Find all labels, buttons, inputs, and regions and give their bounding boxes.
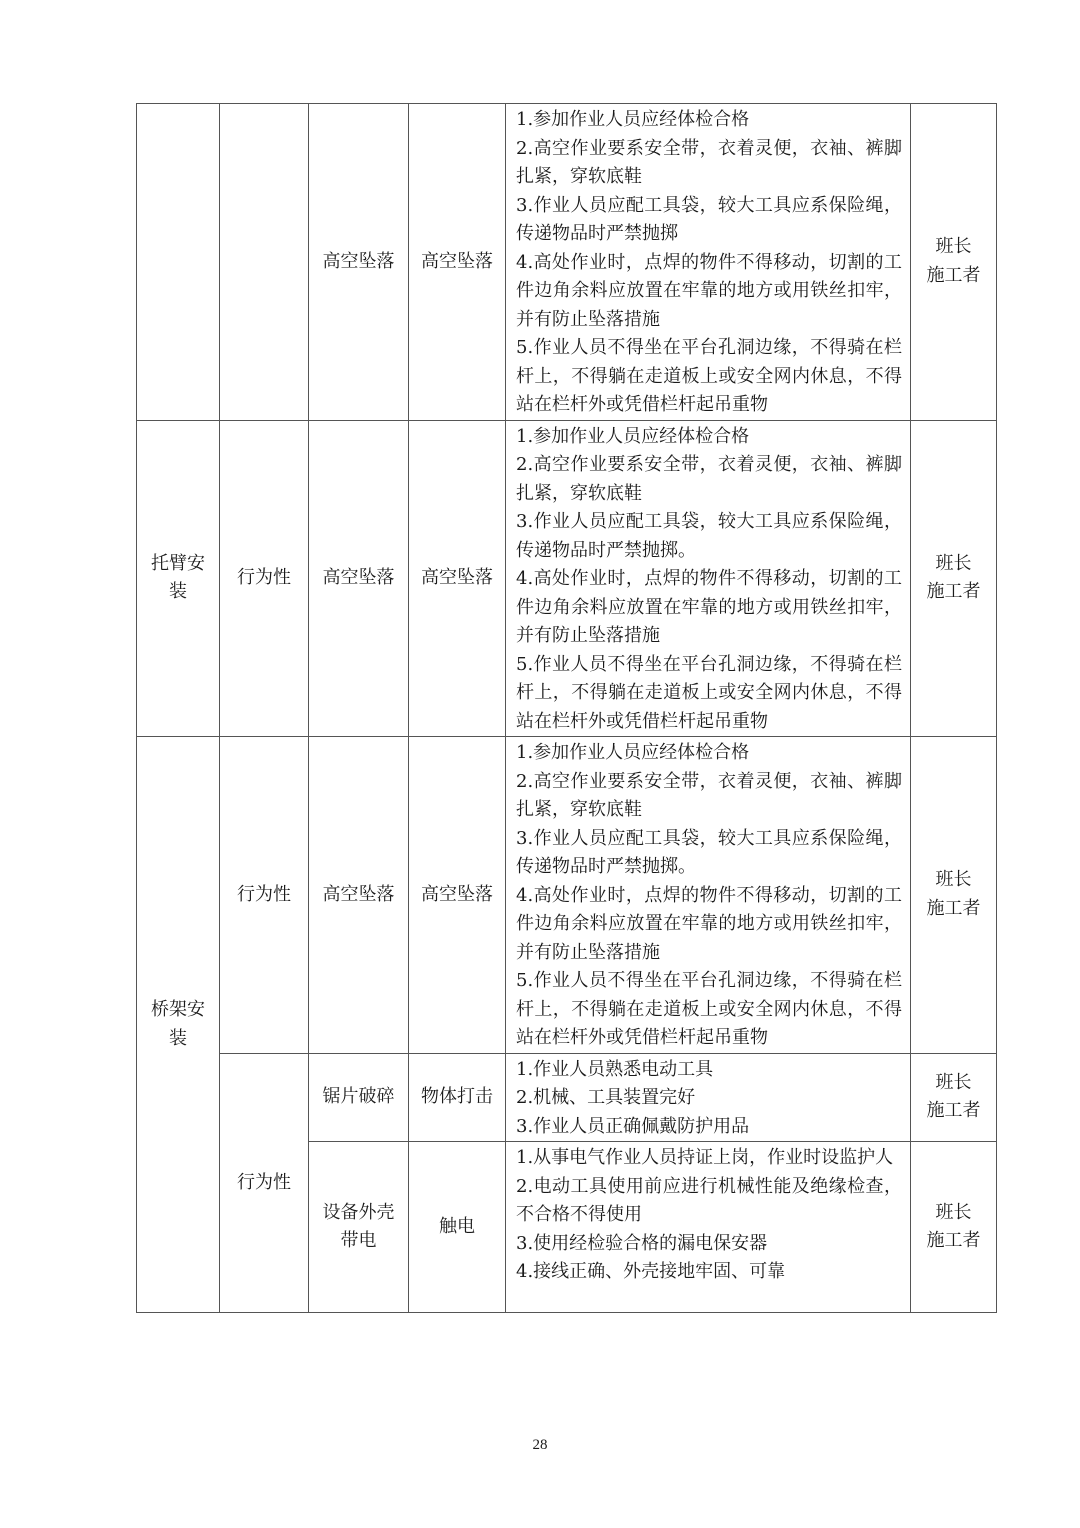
hazard-cell — [309, 1142, 409, 1313]
responsible-cell — [911, 1053, 997, 1142]
measures-cell — [506, 1142, 911, 1313]
measure-item: 5.作业人员不得坐在平台孔洞边缘，不得骑在栏杆上，不得躺在走道板上或安全网内休息，不得站在栏杆外或凭借栏杆起吊重物 — [516, 337, 902, 415]
risk-control-table — [136, 103, 997, 1313]
measure-item: 5.作业人员不得坐在平台孔洞边缘，不得骑在栏杆上，不得躺在走道板上或安全网内休息，不得站在栏杆外或凭借栏杆起吊重物 — [516, 653, 902, 732]
responsible-line: 施工者 — [926, 1100, 981, 1122]
accident-text: 高空坠落 — [421, 883, 493, 905]
category-cell — [220, 104, 309, 421]
responsible-line: 施工者 — [926, 1230, 981, 1251]
responsible-cell — [911, 104, 997, 421]
responsible-line: 班长 — [935, 1201, 972, 1223]
measure-item: 5.作业人员不得坐在平台孔洞边缘，不得骑在栏杆上，不得躺在走道板上或安全网内休息，不得站在栏杆外或凭借栏杆起吊重物 — [516, 970, 902, 1048]
measures-cell — [506, 737, 911, 1054]
category-text: 行为性 — [237, 1171, 291, 1193]
measure-item: 3.作业人员应配工具袋，较大工具应系保险绳，传递物品时严禁抛掷 — [516, 194, 902, 244]
accident-text: 触电 — [439, 1215, 475, 1237]
hazard-cell — [309, 104, 409, 421]
accident-cell — [409, 1142, 506, 1313]
task-text: 桥架安装 — [151, 999, 205, 1049]
hazard-text: 高空坠落 — [322, 883, 395, 905]
accident-cell — [409, 1053, 506, 1142]
table-row — [137, 1053, 997, 1142]
measure-item: 1.参加作业人员应经体检合格 — [516, 425, 750, 447]
hazard-cell — [309, 1053, 409, 1142]
responsible-line: 施工者 — [926, 897, 981, 919]
measure-item: 2.高空作业要系安全带，衣着灵便，衣袖、裤脚扎紧，穿软底鞋 — [516, 454, 902, 504]
measure-item: 4.接线正确、外壳接地牢固、可靠 — [516, 1261, 786, 1282]
table-row — [137, 737, 997, 1054]
accident-text: 物体打击 — [421, 1086, 493, 1107]
category-cell — [220, 737, 309, 1054]
measure-item: 2.高空作业要系安全带，衣着灵便，衣袖、裤脚扎紧，穿软底鞋 — [516, 770, 902, 820]
measure-item: 1.参加作业人员应经体检合格 — [516, 742, 750, 763]
table-row — [137, 420, 997, 737]
measure-item: 1.从事电气作业人员持证上岗，作业时设监护人 — [516, 1147, 894, 1168]
measure-item: 1.作业人员熟悉电动工具 — [516, 1058, 714, 1080]
table-row — [137, 104, 997, 421]
responsible-line: 施工者 — [926, 581, 981, 603]
accident-text: 高空坠落 — [421, 567, 493, 588]
measure-item: 3.使用经检验合格的漏电保安器 — [516, 1232, 768, 1254]
responsible-line: 班长 — [935, 552, 972, 574]
hazard-text: 高空坠落 — [322, 567, 395, 588]
measure-item: 3.作业人员正确佩戴防护用品 — [516, 1115, 750, 1137]
responsible-line: 班长 — [935, 869, 972, 891]
category-cell — [220, 420, 309, 737]
measure-item: 1.参加作业人员应经体检合格 — [516, 109, 750, 130]
responsible-line: 施工者 — [926, 264, 981, 286]
measures-cell — [506, 420, 911, 737]
hazard-cell — [309, 737, 409, 1054]
measures-cell — [506, 104, 911, 421]
task-cell — [137, 104, 220, 421]
responsible-line: 班长 — [935, 236, 972, 258]
category-text: 行为性 — [237, 567, 291, 588]
hazard-text: 高空坠落 — [322, 250, 395, 272]
measure-item: 3.作业人员应配工具袋，较大工具应系保险绳，传递物品时严禁抛掷。 — [516, 827, 902, 877]
measure-item: 2.机械、工具装置完好 — [516, 1087, 696, 1108]
measure-item: 2.高空作业要系安全带，衣着灵便，衣袖、裤脚扎紧，穿软底鞋 — [516, 137, 902, 187]
task-cell — [137, 737, 220, 1313]
responsible-cell — [911, 737, 997, 1054]
responsible-cell — [911, 420, 997, 737]
measure-item: 4.高处作业时，点焊的物件不得移动，切割的工件边角余料应放置在牢靠的地方或用铁丝扣牢，并有防止坠落措施 — [516, 251, 902, 330]
hazard-text: 设备外壳带电 — [322, 1201, 395, 1251]
accident-cell — [409, 737, 506, 1054]
measures-cell — [506, 1053, 911, 1142]
page-number: 28 — [532, 1437, 548, 1453]
responsible-cell — [911, 1142, 997, 1313]
hazard-cell — [309, 420, 409, 737]
task-cell — [137, 420, 220, 737]
task-text: 托臂安装 — [151, 552, 205, 603]
measure-item: 4.高处作业时，点焊的物件不得移动，切割的工件边角余料应放置在牢靠的地方或用铁丝扣牢，并有防止坠落措施 — [516, 568, 902, 646]
category-text: 行为性 — [237, 883, 291, 905]
measure-item: 3.作业人员应配工具袋，较大工具应系保险绳，传递物品时严禁抛掷。 — [516, 511, 902, 561]
responsible-line: 班长 — [935, 1071, 972, 1093]
accident-cell — [409, 104, 506, 421]
accident-text: 高空坠落 — [421, 250, 493, 272]
measure-item: 2.电动工具使用前应进行机械性能及绝缘检查，不合格不得使用 — [516, 1175, 902, 1225]
measure-item: 4.高处作业时，点焊的物件不得移动，切割的工件边角余料应放置在牢靠的地方或用铁丝扣牢，并有防止坠落措施 — [516, 884, 902, 963]
accident-cell — [409, 420, 506, 737]
hazard-text: 锯片破碎 — [322, 1086, 395, 1107]
category-cell — [220, 1053, 309, 1313]
